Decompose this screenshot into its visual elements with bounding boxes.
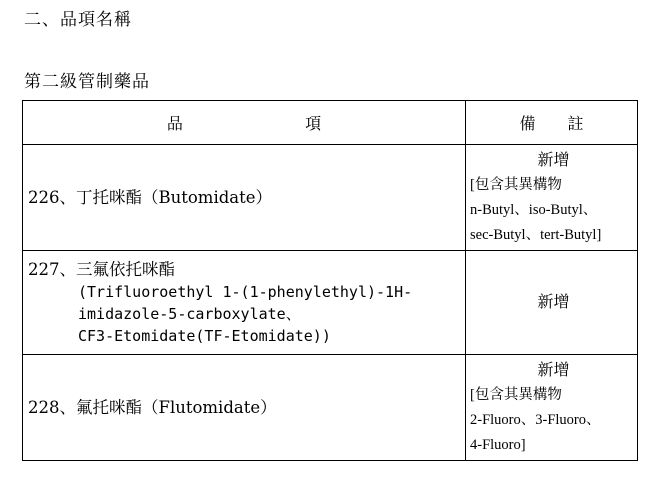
- item-cell: [23, 251, 466, 355]
- note-line: [包含其異構物: [470, 386, 562, 403]
- header-item-char-1: 品: [166, 114, 183, 133]
- controlled-drug-table: [22, 100, 638, 461]
- item-cell: [23, 145, 466, 251]
- note-line: 4-Fluoro]: [470, 436, 526, 453]
- note-status: 新增: [537, 151, 570, 169]
- item-name: 227、三氟依托咪酯: [28, 259, 175, 279]
- table-row: [23, 355, 638, 461]
- header-item: [23, 101, 466, 145]
- note-line: 2-Fluoro、3-Fluoro、: [470, 411, 601, 428]
- table-row: [23, 251, 638, 355]
- section-heading: 二、品項名稱: [24, 10, 132, 30]
- item-name: 226、丁托咪酯（Butomidate）: [28, 187, 273, 207]
- note-status: 新增: [537, 361, 570, 379]
- item-name: 228、氟托咪酯（Flutomidate）: [28, 397, 277, 417]
- item-cell: [23, 355, 466, 461]
- note-status: 新增: [537, 294, 570, 311]
- note-line: sec-Butyl、tert-Butyl]: [470, 226, 602, 243]
- item-alias: CF3-Etomidate(TF-Etomidate)): [78, 326, 331, 345]
- note-cell: [466, 251, 638, 355]
- note-cell: [466, 145, 638, 251]
- item-chemical-name: (Trifluoroethyl 1-(1-phenylethyl)-1H-: [78, 282, 413, 301]
- header-note: 備 註: [466, 101, 638, 145]
- note-line: [包含其異構物: [470, 176, 562, 193]
- table-header-row: [23, 101, 638, 145]
- header-item-char-2: 項: [305, 114, 322, 133]
- note-cell: [466, 355, 638, 461]
- item-chemical-name: imidazole-5-carboxylate、: [78, 304, 301, 323]
- note-line: n-Butyl、iso-Butyl、: [470, 201, 598, 218]
- sub-heading: 第二級管制藥品: [24, 72, 150, 92]
- table-row: [23, 145, 638, 251]
